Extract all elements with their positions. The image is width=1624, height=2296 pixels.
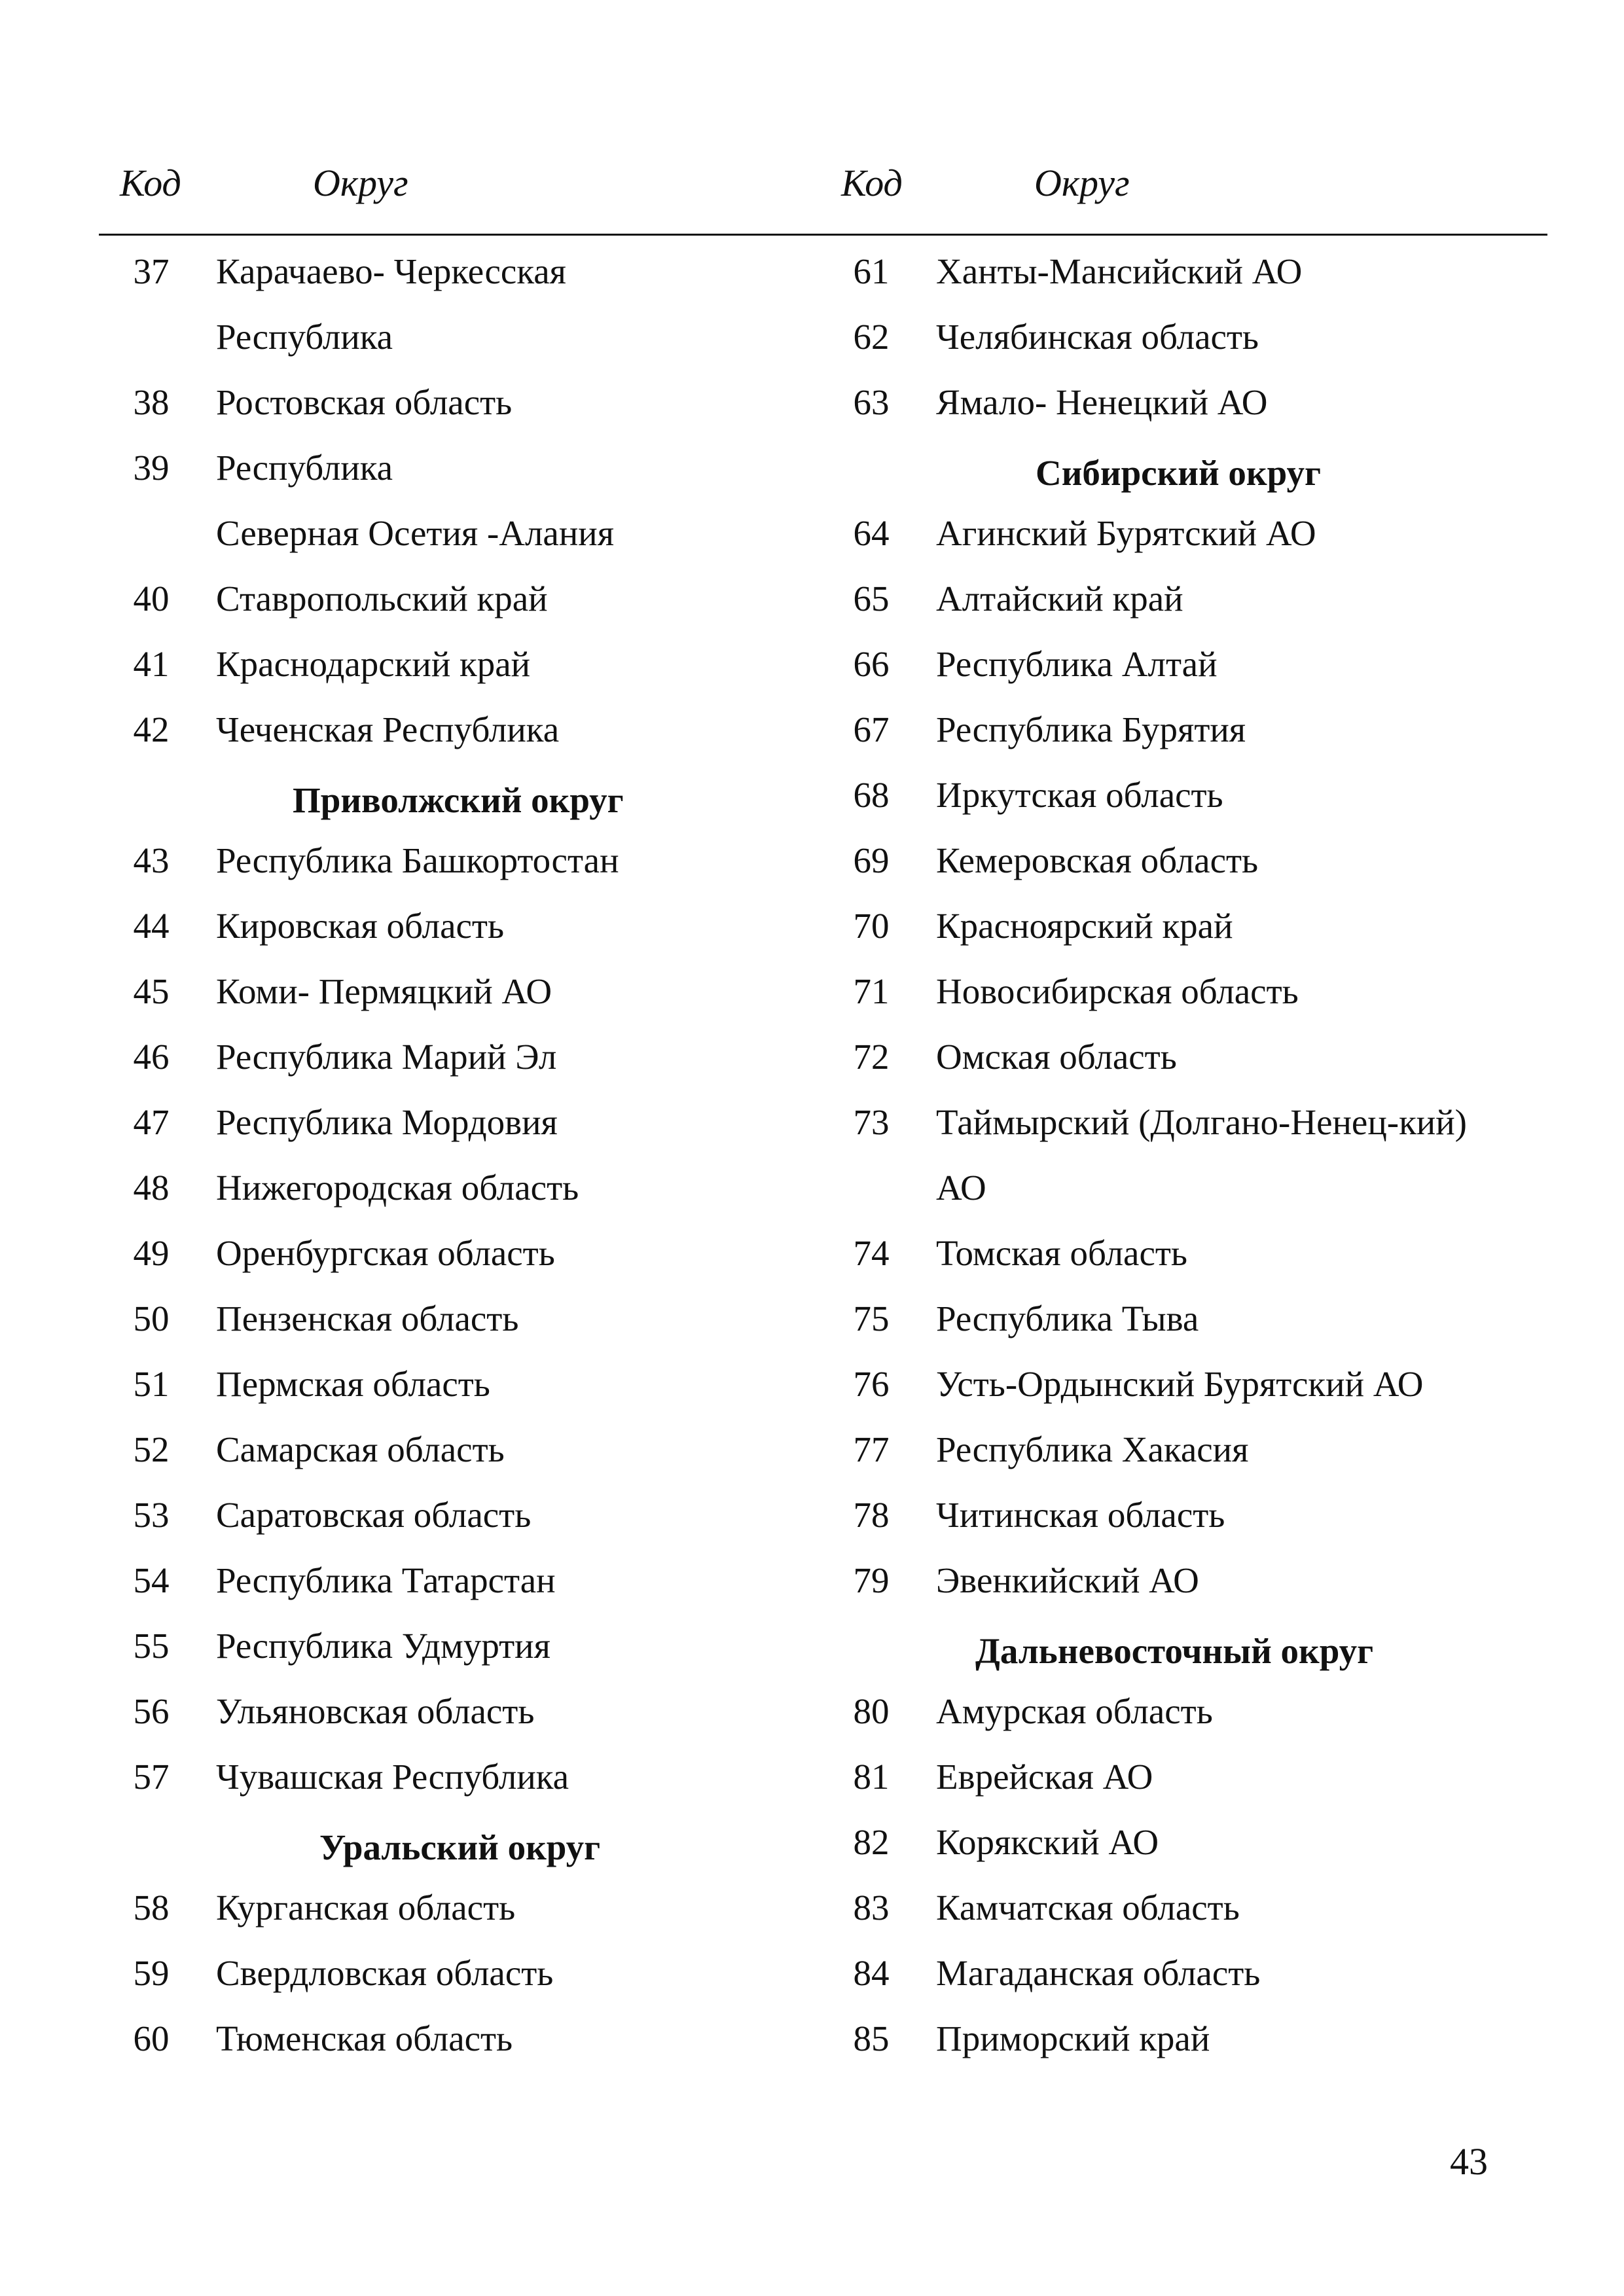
region-code: 72 bbox=[853, 1037, 890, 1077]
table-row bbox=[720, 239, 1375, 304]
region-code: 51 bbox=[133, 1364, 170, 1404]
region-code: 82 bbox=[853, 1822, 890, 1862]
section-heading-uralsky bbox=[0, 1810, 655, 1875]
table-row bbox=[0, 435, 655, 501]
table-row bbox=[720, 893, 1375, 959]
table-row bbox=[720, 2006, 1375, 2072]
region-code: 40 bbox=[133, 579, 170, 619]
region-name: Новосибирская область bbox=[936, 971, 1299, 1011]
table-row bbox=[0, 1352, 655, 1417]
region-code: 41 bbox=[133, 644, 170, 684]
table-row bbox=[0, 304, 655, 370]
region-name: Республика Алтай bbox=[936, 644, 1218, 684]
region-name: Коми- Пермяцкий АО bbox=[216, 971, 552, 1011]
region-code: 44 bbox=[133, 906, 170, 946]
table-row bbox=[0, 1221, 655, 1286]
region-code: 56 bbox=[133, 1691, 170, 1731]
region-name: Республика Удмуртия bbox=[216, 1626, 550, 1666]
region-code: 39 bbox=[133, 448, 170, 488]
region-name: Ставропольский край bbox=[216, 579, 548, 619]
region-code: 85 bbox=[853, 2018, 890, 2058]
region-code: 73 bbox=[853, 1102, 890, 1142]
section-title: Сибирский округ bbox=[1036, 453, 1321, 493]
region-name: Кемеровская область bbox=[936, 840, 1259, 880]
section-heading-privolzhsky bbox=[0, 762, 655, 828]
region-name: Саратовская область bbox=[216, 1495, 532, 1535]
table-row bbox=[0, 2006, 655, 2072]
region-name: Пензенская область bbox=[216, 1299, 519, 1338]
region-name: Тюменская область bbox=[216, 2018, 513, 2058]
table-row bbox=[720, 1679, 1375, 1744]
table-row bbox=[0, 1679, 655, 1744]
table-row bbox=[0, 239, 655, 304]
region-name: Кировская область bbox=[216, 906, 505, 946]
region-code: 69 bbox=[853, 840, 890, 880]
left-rows-b bbox=[0, 828, 655, 1810]
region-name: Томская область bbox=[936, 1233, 1187, 1273]
table-row bbox=[0, 1744, 655, 1810]
region-code: 43 bbox=[133, 840, 170, 880]
region-name: Республика bbox=[216, 317, 393, 357]
region-name: Алтайский край bbox=[936, 579, 1183, 619]
region-name: Челябинская область bbox=[936, 317, 1259, 357]
table-row bbox=[720, 1810, 1375, 1875]
header-district-left: Округ bbox=[313, 162, 408, 204]
region-name: Читинская область bbox=[936, 1495, 1225, 1535]
region-code: 55 bbox=[133, 1626, 170, 1666]
table-row bbox=[720, 1221, 1375, 1286]
region-code: 76 bbox=[853, 1364, 890, 1404]
region-name: Краснодарский край bbox=[216, 644, 531, 684]
region-code: 46 bbox=[133, 1037, 170, 1077]
header-rule bbox=[99, 234, 1547, 236]
region-name: Ямало- Ненецкий АО bbox=[936, 382, 1268, 422]
region-code: 75 bbox=[853, 1299, 890, 1338]
region-code: 60 bbox=[133, 2018, 170, 2058]
table-row bbox=[720, 1155, 1375, 1221]
header-district-right: Округ bbox=[1034, 162, 1130, 204]
region-code: 68 bbox=[853, 775, 890, 815]
region-name: Ростовская область bbox=[216, 382, 513, 422]
table-row bbox=[720, 304, 1375, 370]
region-code: 70 bbox=[853, 906, 890, 946]
region-name: Ханты-Мансийский АО bbox=[936, 251, 1303, 291]
table-row bbox=[0, 1024, 655, 1090]
right-column bbox=[720, 239, 1467, 2072]
right-rows-a bbox=[720, 239, 1375, 435]
region-code: 65 bbox=[853, 579, 890, 619]
region-code: 53 bbox=[133, 1495, 170, 1535]
region-name: Республика Башкортостан bbox=[216, 840, 619, 880]
region-name: Самарская область bbox=[216, 1429, 505, 1469]
region-code: 58 bbox=[133, 1888, 170, 1928]
region-code: 81 bbox=[853, 1757, 890, 1797]
left-rows-c bbox=[0, 1875, 655, 2072]
region-name: Магаданская область bbox=[936, 1953, 1261, 1993]
region-code: 49 bbox=[133, 1233, 170, 1273]
table-row bbox=[720, 1744, 1375, 1810]
table-row bbox=[720, 1548, 1375, 1613]
table-row bbox=[720, 1352, 1424, 1417]
region-code: 84 bbox=[853, 1953, 890, 1993]
table-row bbox=[720, 566, 1375, 632]
left-rows-a bbox=[0, 239, 655, 762]
region-code: 47 bbox=[133, 1102, 170, 1142]
right-rows-b bbox=[720, 501, 1467, 1613]
table-row bbox=[0, 566, 655, 632]
region-name: Амурская область bbox=[936, 1691, 1213, 1731]
region-name: Эвенкийский АО bbox=[936, 1560, 1199, 1600]
region-name: Красноярский край bbox=[936, 906, 1233, 946]
table-row bbox=[0, 1482, 655, 1548]
region-name: Республика Татарстан bbox=[216, 1560, 556, 1600]
table-row bbox=[0, 959, 655, 1024]
region-code: 63 bbox=[853, 382, 890, 422]
region-code: 80 bbox=[853, 1691, 890, 1731]
region-code: 37 bbox=[133, 251, 170, 291]
table-row bbox=[720, 1875, 1375, 1941]
region-name: Пермская область bbox=[216, 1364, 490, 1404]
region-code: 66 bbox=[853, 644, 890, 684]
table-row bbox=[720, 370, 1375, 435]
table-row bbox=[0, 1155, 655, 1221]
region-code: 38 bbox=[133, 382, 170, 422]
section-heading-sibirsky bbox=[720, 435, 1375, 501]
region-code: 45 bbox=[133, 971, 170, 1011]
region-name: Усть-Ордынский Бурятский АО bbox=[936, 1364, 1424, 1404]
region-code: 50 bbox=[133, 1299, 170, 1338]
region-code: 54 bbox=[133, 1560, 170, 1600]
region-name: Приморский край bbox=[936, 2018, 1210, 2058]
table-row bbox=[0, 501, 655, 566]
table-row bbox=[720, 632, 1375, 697]
table-row bbox=[0, 1875, 655, 1941]
table-row bbox=[720, 1024, 1375, 1090]
region-name: Камчатская область bbox=[936, 1888, 1240, 1928]
section-heading-dalnevostochny bbox=[720, 1613, 1375, 1679]
table-row bbox=[720, 1286, 1375, 1352]
region-code: 57 bbox=[133, 1757, 170, 1797]
table-row bbox=[0, 1286, 655, 1352]
region-code: 79 bbox=[853, 1560, 890, 1600]
region-name: Свердловская область bbox=[216, 1953, 554, 1993]
region-name: Таймырский (Долгано-Ненец-кий) bbox=[936, 1102, 1467, 1142]
region-name: Оренбургская область bbox=[216, 1233, 555, 1273]
region-name: Чувашская Республика bbox=[216, 1757, 569, 1797]
table-row bbox=[0, 1613, 655, 1679]
table-row bbox=[720, 1941, 1375, 2006]
region-name: Республика Мордовия bbox=[216, 1102, 558, 1142]
region-code: 64 bbox=[853, 513, 890, 553]
table-row bbox=[720, 501, 1375, 566]
table-row bbox=[0, 632, 655, 697]
region-name: Корякский АО bbox=[936, 1822, 1159, 1862]
section-title: Дальневосточный округ bbox=[975, 1631, 1374, 1671]
region-name: Республика bbox=[216, 448, 393, 488]
region-code: 67 bbox=[853, 709, 890, 749]
header-code-right: Код bbox=[841, 162, 903, 204]
region-name: Агинский Бурятский АО bbox=[936, 513, 1316, 553]
region-code: 48 bbox=[133, 1168, 170, 1208]
page-number: 43 bbox=[1450, 2140, 1488, 2183]
region-name: АО bbox=[936, 1168, 986, 1208]
table-row bbox=[0, 1417, 655, 1482]
table-row bbox=[720, 697, 1375, 762]
section-title: Приволжский округ bbox=[293, 780, 624, 820]
left-column bbox=[0, 239, 655, 2072]
region-name: Северная Осетия -Алания bbox=[216, 513, 615, 553]
region-code: 83 bbox=[853, 1888, 890, 1928]
region-name: Республика Бурятия bbox=[936, 709, 1246, 749]
table-row bbox=[0, 1090, 655, 1155]
region-code: 52 bbox=[133, 1429, 170, 1469]
region-name: Омская область bbox=[936, 1037, 1177, 1077]
region-code: 62 bbox=[853, 317, 890, 357]
region-code: 78 bbox=[853, 1495, 890, 1535]
region-code: 71 bbox=[853, 971, 890, 1011]
region-name: Карачаево- Черкесская bbox=[216, 251, 566, 291]
table-row bbox=[0, 1941, 655, 2006]
region-code: 59 bbox=[133, 1953, 170, 1993]
table-row bbox=[0, 893, 655, 959]
right-rows-c bbox=[720, 1679, 1375, 2072]
table-row bbox=[0, 828, 655, 893]
region-name: Республика Хакасия bbox=[936, 1429, 1249, 1469]
region-code: 61 bbox=[853, 251, 890, 291]
region-name: Курганская область bbox=[216, 1888, 516, 1928]
region-name: Иркутская область bbox=[936, 775, 1223, 815]
table-row bbox=[720, 762, 1375, 828]
table-row bbox=[0, 1548, 655, 1613]
table-row bbox=[720, 1482, 1375, 1548]
table-row bbox=[0, 697, 655, 762]
table-row bbox=[0, 370, 655, 435]
region-name: Ульяновская область bbox=[216, 1691, 535, 1731]
region-name: Еврейская АО bbox=[936, 1757, 1153, 1797]
region-code: 77 bbox=[853, 1429, 890, 1469]
region-name: Республика Тыва bbox=[936, 1299, 1199, 1338]
section-title: Уральский округ bbox=[319, 1827, 601, 1867]
table-row bbox=[720, 959, 1375, 1024]
region-name: Чеченская Республика bbox=[216, 709, 560, 749]
header-code-left: Код bbox=[120, 162, 181, 204]
region-name: Нижегородская область bbox=[216, 1168, 579, 1208]
region-name: Республика Марий Эл bbox=[216, 1037, 557, 1077]
region-code: 74 bbox=[853, 1233, 890, 1273]
table-row bbox=[720, 1090, 1467, 1155]
table-row bbox=[720, 1417, 1375, 1482]
table-row bbox=[720, 828, 1375, 893]
region-code: 42 bbox=[133, 709, 170, 749]
